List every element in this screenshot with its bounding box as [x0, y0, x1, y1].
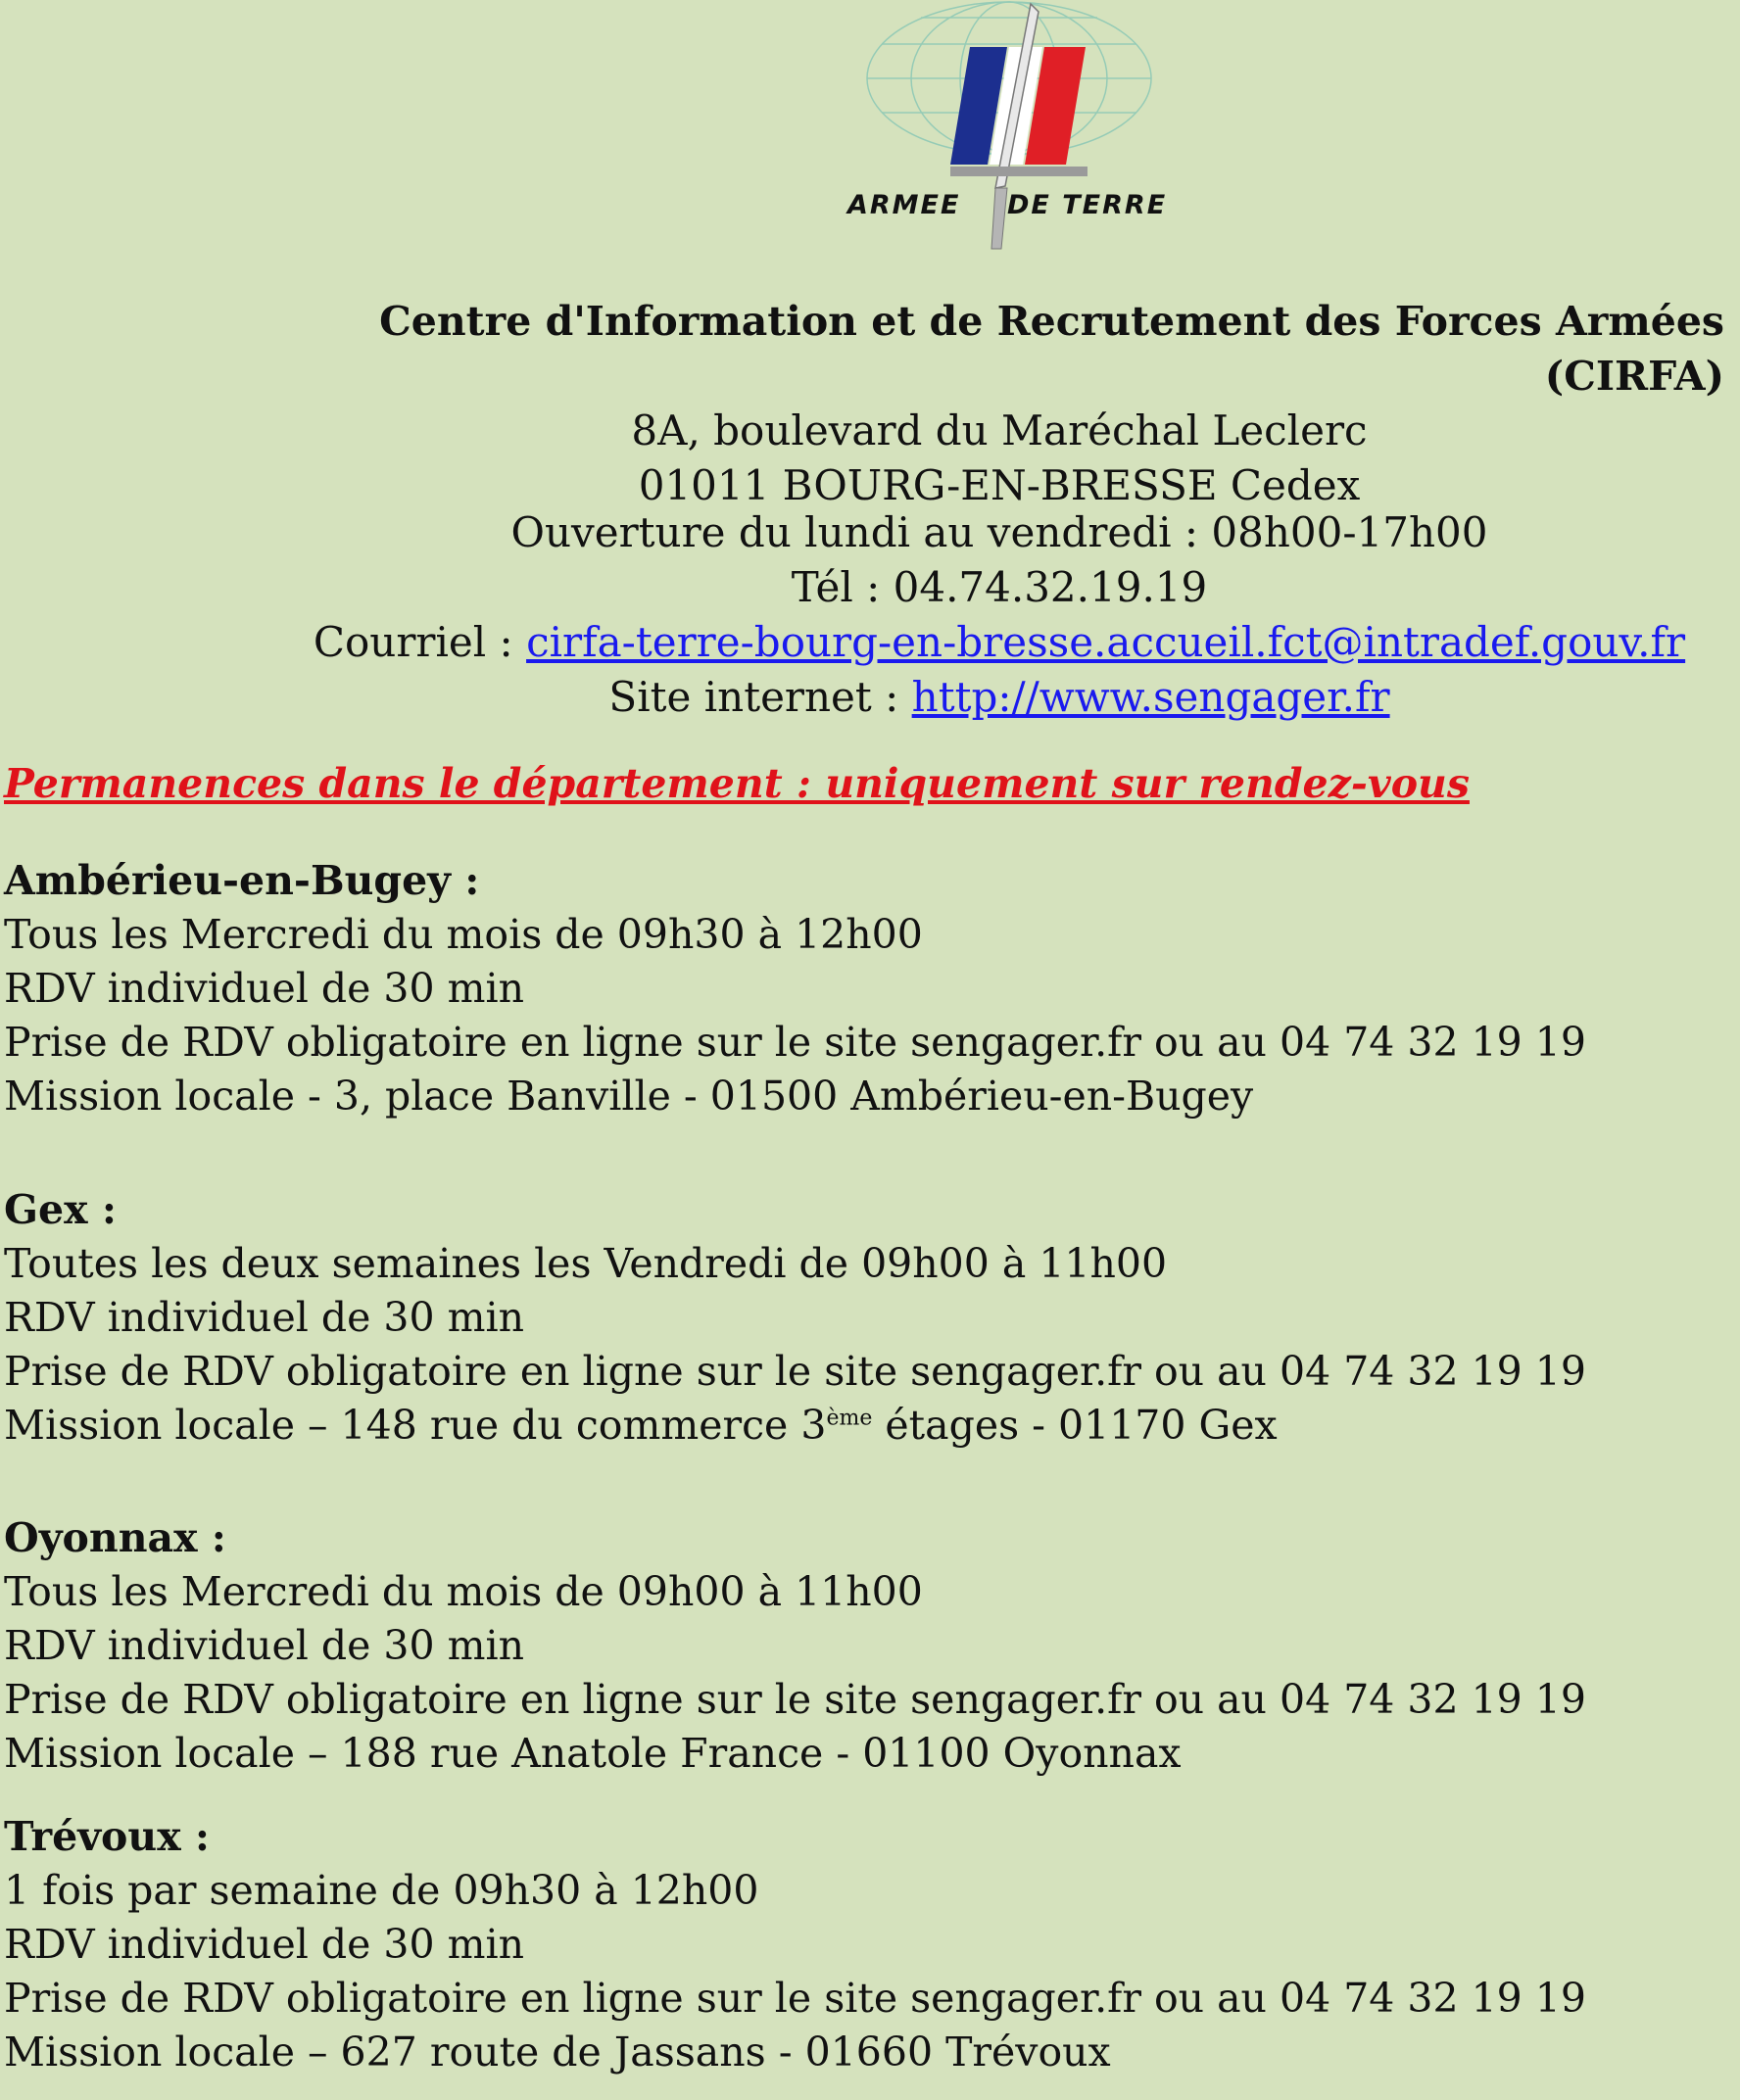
email-label: Courriel : [313, 618, 527, 666]
logo-text-de-terre: DE TERRE [1007, 190, 1168, 220]
location-gex [4, 1183, 1586, 1453]
location-booking: Prise de RDV obligatoire en ligne sur le site sengager.fr ou au 04 74 32 19 19 [4, 1975, 1586, 2022]
location-address [4, 1399, 1586, 1453]
address-ordinal: ème [826, 1406, 873, 1431]
location-amberieu [4, 854, 1586, 1123]
location-name: Oyonnax : [4, 1514, 226, 1561]
address-before: Mission locale – 148 rue du commerce 3 [4, 1402, 827, 1449]
appointment-notice: Permanences dans le département : uniquement sur rendez-vous [4, 760, 1470, 807]
address-after: étages - 01170 Gex [872, 1402, 1278, 1449]
contact-block [274, 505, 1724, 725]
phone-number: Tél : 04.74.32.19.19 [791, 563, 1208, 611]
website-row [274, 670, 1724, 725]
logo-text-armee: ARMEE [847, 190, 961, 220]
location-address: Mission locale - 3, place Banville - 01500 Ambérieu-en-Bugey [4, 1073, 1254, 1120]
location-booking: Prise de RDV obligatoire en ligne sur le site sengager.fr ou au 04 74 32 19 19 [4, 1676, 1586, 1723]
email-row [274, 615, 1724, 670]
location-name: Ambérieu-en-Bugey : [4, 857, 480, 904]
location-name: Trévoux : [4, 1813, 211, 1860]
location-duration: RDV individuel de 30 min [4, 1921, 525, 1968]
location-address: Mission locale – 627 route de Jassans - 01660 Trévoux [4, 2028, 1111, 2076]
website-link[interactable]: http://www.sengager.fr [911, 673, 1390, 721]
location-oyonnax [4, 1511, 1586, 1781]
location-trevoux [4, 1810, 1586, 2079]
page-title: Centre d'Information et de Recrutement des Forces Armées (CIRFA) [379, 298, 1724, 400]
location-duration: RDV individuel de 30 min [4, 1294, 525, 1341]
address-line-1: 8A, boulevard du Maréchal Leclerc [631, 406, 1368, 454]
address-line-2: 01011 BOURG-EN-BRESSE Cedex [638, 461, 1361, 509]
location-address: Mission locale – 188 rue Anatole France - 01100 Oyonnax [4, 1730, 1182, 1777]
location-schedule: Tous les Mercredi du mois de 09h00 à 11h00 [4, 1568, 923, 1615]
armee-de-terre-logo [823, 0, 1195, 257]
email-link[interactable]: cirfa-terre-bourg-en-bresse.accueil.fct@intradef.gouv.fr [526, 618, 1686, 666]
location-duration: RDV individuel de 30 min [4, 1622, 525, 1669]
location-duration: RDV individuel de 30 min [4, 965, 525, 1012]
location-booking: Prise de RDV obligatoire en ligne sur le site sengager.fr ou au 04 74 32 19 19 [4, 1348, 1586, 1395]
location-booking: Prise de RDV obligatoire en ligne sur le site sengager.fr ou au 04 74 32 19 19 [4, 1019, 1586, 1066]
location-schedule: Tous les Mercredi du mois de 09h30 à 12h00 [4, 911, 923, 958]
opening-hours: Ouverture du lundi au vendredi : 08h00-17h00 [510, 508, 1488, 556]
location-schedule: Toutes les deux semaines les Vendredi de 09h00 à 11h00 [4, 1240, 1168, 1287]
website-label: Site internet : [608, 673, 912, 721]
location-name: Gex : [4, 1186, 117, 1233]
location-schedule: 1 fois par semaine de 09h30 à 12h00 [4, 1867, 759, 1914]
header-block [274, 294, 1724, 513]
